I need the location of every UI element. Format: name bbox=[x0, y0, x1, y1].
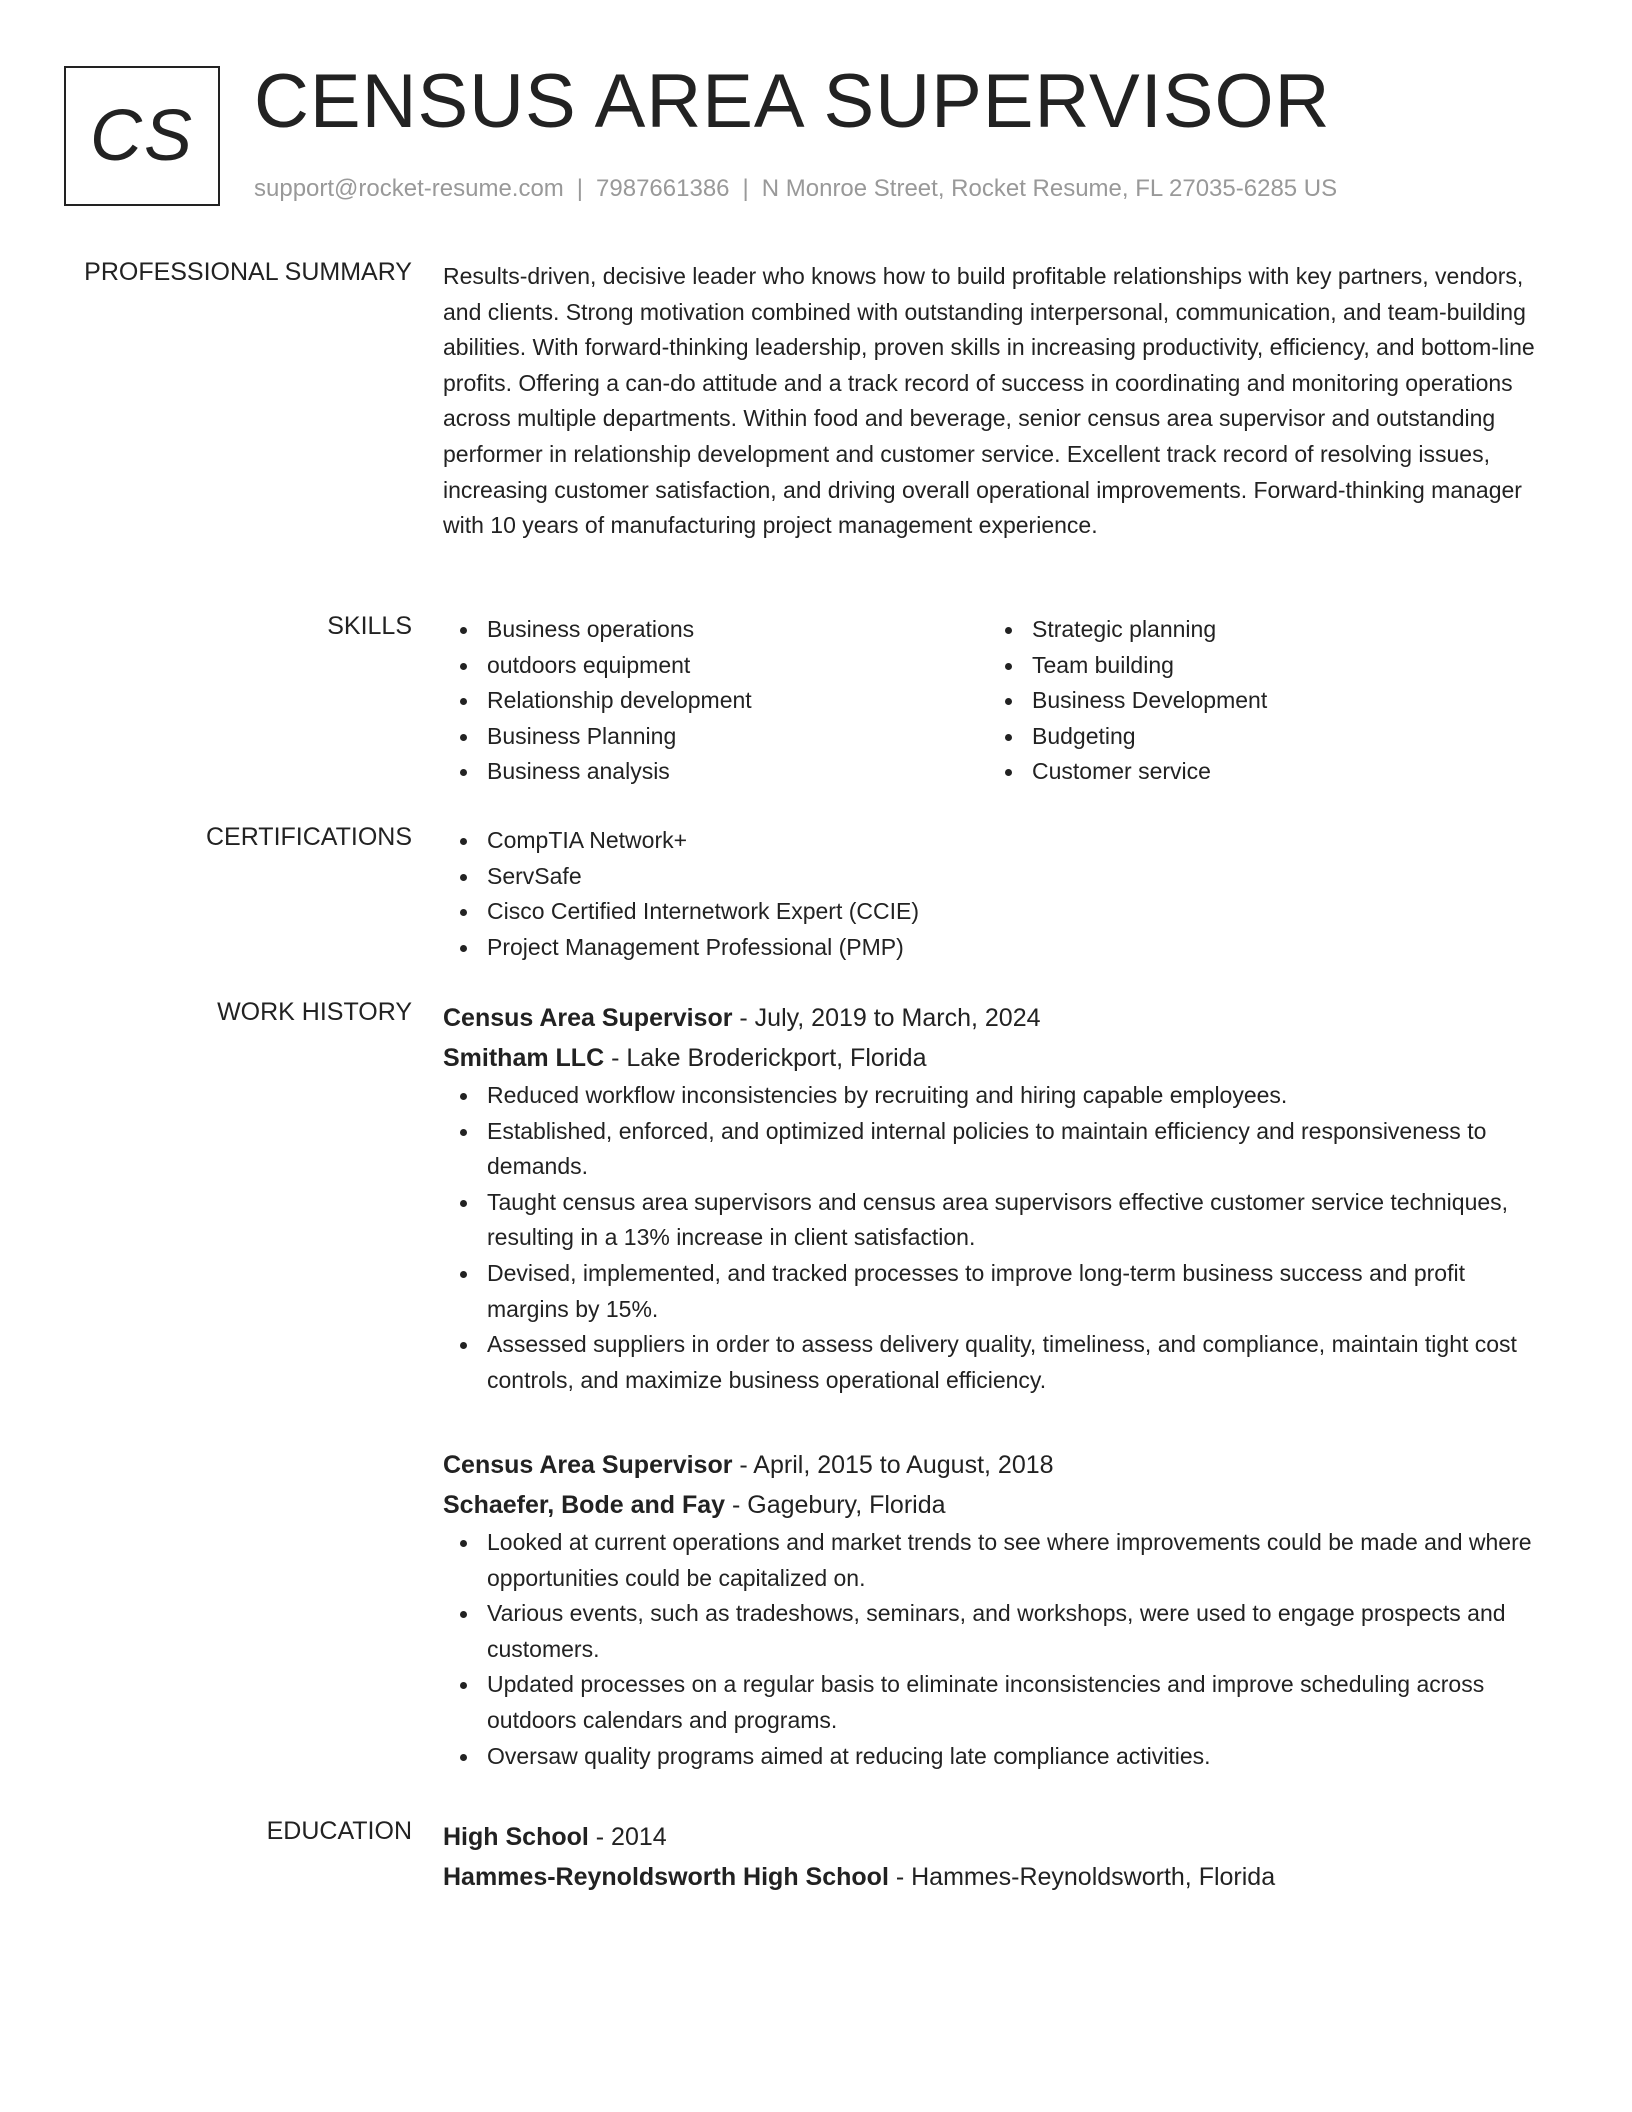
contact-line bbox=[254, 175, 1337, 203]
education-degree: High School bbox=[443, 1823, 589, 1851]
job-title: Census Area Supervisor bbox=[443, 1451, 733, 1479]
contact-separator: | bbox=[576, 175, 584, 202]
job-bullet: Reduced workflow inconsistencies by recruiting and hiring capable employees. bbox=[443, 1078, 1543, 1114]
job-entry bbox=[443, 998, 1543, 1398]
job-bullet: Oversaw quality programs aimed at reducing late compliance activities. bbox=[443, 1739, 1543, 1775]
skill-item: Customer service bbox=[988, 754, 1533, 790]
job-dates: - July, 2019 to March, 2024 bbox=[732, 1004, 1041, 1032]
education-location: - Hammes-Reynoldsworth, Florida bbox=[888, 1863, 1276, 1891]
skill-item: Budgeting bbox=[988, 719, 1533, 755]
job-bullet: Assessed suppliers in order to assess delivery quality, timeliness, and compliance, maintain tight cost controls, and maximize business operational efficiency. bbox=[443, 1327, 1543, 1398]
contact-separator: | bbox=[742, 175, 749, 202]
section-heading: WORK HISTORY bbox=[217, 998, 412, 1026]
job-bullets bbox=[443, 1078, 1543, 1398]
certification-item: CompTIA Network+ bbox=[443, 823, 1543, 859]
certification-item: ServSafe bbox=[443, 859, 1543, 895]
job-title-line bbox=[443, 1445, 1543, 1485]
contact-email: support@rocket-resume.com bbox=[254, 175, 564, 202]
page-title: CENSUS AREA SUPERVISOR bbox=[254, 59, 1331, 144]
job-location: - Gagebury, Florida bbox=[725, 1491, 946, 1519]
education-school-line bbox=[443, 1857, 1543, 1897]
skill-item: Business operations bbox=[443, 612, 988, 648]
job-location: - Lake Broderickport, Florida bbox=[604, 1044, 927, 1072]
section-heading: EDUCATION bbox=[266, 1817, 412, 1845]
job-bullet: Looked at current operations and market trends to see where improvements could be made and where opportunities could be capitalized on. bbox=[443, 1525, 1543, 1596]
certification-item: Project Management Professional (PMP) bbox=[443, 930, 1543, 966]
summary-text: Results-driven, decisive leader who knows how to build profitable relationships with key partners, vendors, and clients. Strong motivation combined with outstanding interpersonal, communication, and team-building abilities. With forward-thinking leadership, proven skills in increasing productivity, efficiency, and bottom-line profits. Offering a can-do attitude and a track record of success in coordinating and monitoring operations across multiple departments. Within food and beverage, senior census area supervisor and outstanding performer in relationship development and customer service. Excellent track record of resolving issues, increasing customer satisfaction, and driving overall operational improvements. Forward-thinking manager with 10 years of manufacturing project management experience. bbox=[443, 263, 1535, 539]
job-bullet: Taught census area supervisors and census area supervisors effective customer service techniques, resulting in a 13% increase in client satisfaction. bbox=[443, 1185, 1543, 1256]
monogram-logo: CS bbox=[64, 66, 220, 206]
section-heading: SKILLS bbox=[327, 612, 412, 640]
skill-item: Business analysis bbox=[443, 754, 988, 790]
skill-item: Business Development bbox=[988, 683, 1533, 719]
job-bullet: Devised, implemented, and tracked processes to improve long-term business success and profit margins by 15%. bbox=[443, 1256, 1543, 1327]
education-degree-line bbox=[443, 1817, 1543, 1857]
job-dates: - April, 2015 to August, 2018 bbox=[732, 1451, 1054, 1479]
job-company: Schaefer, Bode and Fay bbox=[443, 1491, 726, 1519]
job-title-line bbox=[443, 998, 1543, 1038]
skills-list-left bbox=[443, 612, 988, 790]
skill-item: outdoors equipment bbox=[443, 648, 988, 684]
job-bullets bbox=[443, 1525, 1543, 1774]
skill-item: Relationship development bbox=[443, 683, 988, 719]
job-company: Smitham LLC bbox=[443, 1044, 605, 1072]
education-school: Hammes-Reynoldsworth High School bbox=[443, 1863, 889, 1891]
contact-phone: 7987661386 bbox=[596, 175, 730, 202]
job-title: Census Area Supervisor bbox=[443, 1004, 733, 1032]
certification-item: Cisco Certified Internetwork Expert (CCIE) bbox=[443, 894, 1543, 930]
education-year: - 2014 bbox=[588, 1823, 667, 1851]
job-bullet: Various events, such as tradeshows, seminars, and workshops, were used to engage prospects and customers. bbox=[443, 1596, 1543, 1667]
skills-list-right bbox=[988, 612, 1533, 790]
skill-item: Team building bbox=[988, 648, 1533, 684]
job-entry bbox=[443, 1445, 1543, 1774]
section-heading: CERTIFICATIONS bbox=[205, 823, 412, 851]
job-company-line bbox=[443, 1485, 1543, 1525]
skill-item: Strategic planning bbox=[988, 612, 1533, 648]
section-heading: PROFESSIONAL SUMMARY bbox=[84, 258, 412, 286]
certifications-list bbox=[443, 823, 1543, 965]
job-bullet: Established, enforced, and optimized internal policies to maintain efficiency and responsiveness to demands. bbox=[443, 1114, 1543, 1185]
job-company-line bbox=[443, 1038, 1543, 1078]
job-bullet: Updated processes on a regular basis to eliminate inconsistencies and improve scheduling across outdoors calendars and programs. bbox=[443, 1667, 1543, 1738]
contact-address: N Monroe Street, Rocket Resume, FL 27035-6285 US bbox=[761, 175, 1338, 202]
skill-item: Business Planning bbox=[443, 719, 988, 755]
